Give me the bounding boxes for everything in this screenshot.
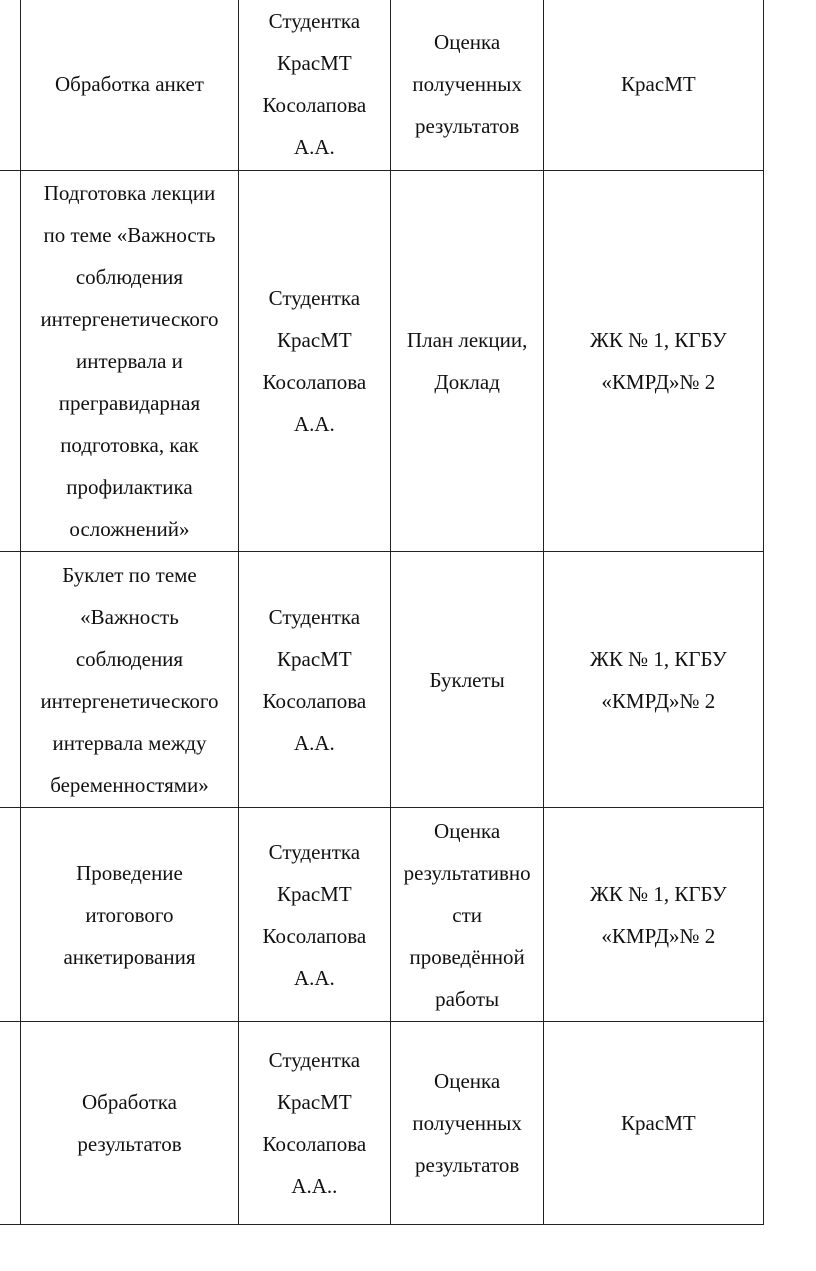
cell-responsible xyxy=(238,808,390,1022)
cell-event xyxy=(21,808,239,1022)
cell-line: А.А.. xyxy=(291,1174,338,1198)
cell-responsible xyxy=(238,1022,390,1225)
cell-line: результативно xyxy=(403,860,531,885)
cell-form xyxy=(390,808,543,1022)
cell-line xyxy=(0,638,16,680)
cell-line: Студентка xyxy=(268,604,361,629)
cell-line: ЖК № 1, КГБУ xyxy=(590,328,727,352)
cell-date xyxy=(0,552,21,808)
cell-line: А.А. xyxy=(293,965,335,990)
cell-line: подготовка, как xyxy=(60,433,199,457)
cell-line: Студентка xyxy=(268,9,361,33)
cell-date xyxy=(0,808,21,1022)
cell-line: КрасМТ xyxy=(277,881,352,906)
cell-line xyxy=(0,680,16,722)
cell-line: сти xyxy=(452,902,482,927)
cell-line: результатов xyxy=(77,1132,182,1156)
cell-line: интервала и xyxy=(76,349,183,373)
cell-line: полученных xyxy=(412,1111,522,1135)
cell-line: профилактика xyxy=(66,475,193,499)
cell-line: Доклад xyxy=(434,370,500,394)
table-row xyxy=(0,171,764,552)
cell-responsible xyxy=(238,0,390,171)
cell-line: Оценка xyxy=(434,1069,501,1093)
cell-line: Проведение xyxy=(76,860,183,885)
cell-line: Подготовка лекции xyxy=(43,181,216,205)
cell-line: КрасМТ xyxy=(277,646,352,671)
cell-form xyxy=(390,1022,543,1225)
cell-line: План лекции, xyxy=(406,328,528,352)
cell-line: анкетирования xyxy=(63,944,196,969)
cell-line: полученных xyxy=(412,72,522,96)
cell-line xyxy=(0,915,16,957)
cell-line: ЖК № 1, КГБУ xyxy=(590,646,727,671)
cell-event xyxy=(21,1022,239,1225)
cell-line: интервала между xyxy=(52,730,207,755)
cell-line: «Важность xyxy=(80,604,179,629)
cell-line: результатов xyxy=(414,114,520,138)
cell-line: прегравидарная xyxy=(58,391,201,415)
cell-place xyxy=(544,171,764,552)
cell-place xyxy=(544,552,764,808)
cell-line: итогового xyxy=(85,902,174,927)
cell-date xyxy=(0,1022,21,1225)
table-row xyxy=(0,0,764,171)
cell-line: Обработка xyxy=(81,1090,177,1114)
cell-line: Студентка xyxy=(268,839,361,864)
cell-line: Оценка xyxy=(434,818,501,843)
cell-line xyxy=(0,319,16,361)
cell-line: «КМРД»№ 2 xyxy=(601,370,716,394)
cell-responsible xyxy=(238,171,390,552)
cell-line: беременностями» xyxy=(50,772,209,797)
cell-line: «КМРД»№ 2 xyxy=(601,688,716,713)
cell-line: Косолапова xyxy=(262,1132,367,1156)
cell-line: работы xyxy=(435,986,500,1011)
cell-line: А.А. xyxy=(293,135,335,159)
cell-line: по теме «Важность xyxy=(43,223,216,247)
cell-line: Косолапова xyxy=(262,370,367,394)
cell-line xyxy=(0,84,16,126)
cell-line: осложнений» xyxy=(69,517,190,541)
cell-line xyxy=(0,361,16,403)
cell-line: КрасМТ xyxy=(277,51,352,75)
cell-date xyxy=(0,0,21,171)
cell-line: Оценка xyxy=(434,30,501,54)
table-row xyxy=(0,808,764,1022)
cell-event xyxy=(21,552,239,808)
cell-line xyxy=(0,873,16,915)
cell-line: соблюдения xyxy=(75,265,184,289)
cell-line: КрасМТ xyxy=(621,1111,696,1135)
cell-place xyxy=(544,1022,764,1225)
cell-place xyxy=(544,0,764,171)
cell-line: Обработка анкет xyxy=(55,72,204,96)
cell-line: Косолапова xyxy=(262,93,367,117)
cell-line: Студентка xyxy=(268,286,361,310)
cell-responsible xyxy=(238,552,390,808)
cell-event xyxy=(21,0,239,171)
cell-line xyxy=(0,42,16,84)
cell-line: КрасМТ xyxy=(277,328,352,352)
cell-line: КрасМТ xyxy=(621,72,696,96)
cell-line: проведённой xyxy=(409,944,525,969)
cell-line: интергенетического xyxy=(40,688,219,713)
cell-event xyxy=(21,171,239,552)
cell-line: соблюдения xyxy=(75,646,184,671)
cell-form xyxy=(390,552,543,808)
cell-date xyxy=(0,171,21,552)
cell-line: результатов xyxy=(414,1153,520,1177)
cell-form xyxy=(390,0,543,171)
cell-line: А.А. xyxy=(293,730,335,755)
cell-line: КрасМТ xyxy=(277,1090,352,1114)
cell-line: интергенетического xyxy=(40,307,219,331)
cell-form xyxy=(390,171,543,552)
cell-line: А.А. xyxy=(293,412,335,436)
cell-line: ЖК № 1, КГБУ xyxy=(590,881,727,906)
cell-line: Косолапова xyxy=(262,688,367,713)
cell-line: «КМРД»№ 2 xyxy=(601,923,716,948)
cell-line: Буклет по теме xyxy=(62,562,197,587)
cell-line: Студентка xyxy=(268,1048,361,1072)
table-row xyxy=(0,552,764,808)
cell-line: Косолапова xyxy=(262,923,367,948)
cell-place xyxy=(544,808,764,1022)
table-row xyxy=(0,1022,764,1225)
cell-line: Буклеты xyxy=(429,667,505,692)
